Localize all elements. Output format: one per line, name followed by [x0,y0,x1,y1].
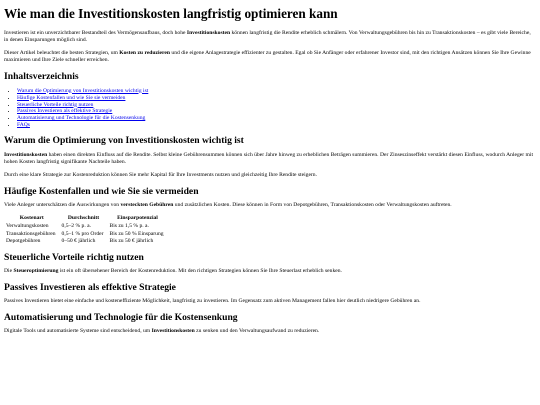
column-header-durchschnitt: Durchschnitt [67,214,100,221]
section-heading-passives-investieren: Passives Investieren als effektive Strategie [4,281,176,293]
section-heading-kostenfallen: Häufige Kostenfallen und wie Sie sie vermeiden [4,185,199,197]
table-row [4,223,168,231]
intro-1-emphasis: Investitionskosten [186,29,231,36]
table-cell: 0,5–1 % pro Order [61,230,104,237]
table-header-row [4,215,168,224]
section-2-paragraph-1 [4,202,534,210]
section-heading-automatisierung: Automatisierung und Technologie für die Kostensenkung [4,311,238,323]
toc-link-warum[interactable]: Warum die Optimierung von Investitionskosten wichtig ist [17,87,149,94]
intro-1-text-a: Investieren ist ein unverzichtbarer Bestandteil des Vermögensaufbaus, doch hohe [4,29,187,36]
section-1-paragraph-2: Durch eine klare Strategie zur Kostenreduktion können Sie mehr Kapital für Ihre Investments nutzen und gleichzeitig Ihre Rendite steigern. [4,172,317,179]
section-5-emphasis: Investitionskosten [151,328,195,335]
cost-table [4,215,168,246]
section-heading-steuerliche-vorteile: Steuerliche Vorteile richtig nutzen [4,251,144,263]
page-title: Wie man die Investitionskosten langfristig optimieren kann [4,6,338,21]
section-3-paragraph-1 [4,268,534,276]
table-cell: Bis zu 1,5 % p. a. [109,223,149,230]
table-cell: Bis zu 50 € jährlich [109,238,154,245]
intro-paragraph-2 [4,50,534,65]
intro-1-text-c: können langfristig die Rendite erheblich schmälern. Von Verwaltungsgebühren bis hin zu Transaktionskosten – es gibt viele Bereiche, in denen Einsparungen möglich sind. [4,29,531,44]
table-of-contents [4,88,534,130]
intro-2-emphasis: Kosten zu reduzieren [119,49,171,56]
section-5-text-a: Digitale Tools und automatisierte Systeme sind entscheidend, um [4,328,152,335]
table-cell: 0–50 € jährlich [61,238,96,245]
toc-link-passives-investieren[interactable]: Passives Investieren als effektive Strategie [17,108,113,115]
toc-item [17,122,534,129]
table-row [4,231,168,239]
toc-heading: Inhaltsverzeichnis [4,71,79,83]
table-cell: Verwaltungskosten [6,223,49,230]
section-4-paragraph-1: Passives Investieren bietet eine einfache und kosteneffiziente Möglichkeit, langfristig zu investieren. Im Gegensatz zum aktiven Management fallen hier deutlich niedrigere Gebühren an. [4,298,421,305]
section-2-emphasis: versteckten Gebühren [120,202,174,209]
section-1-emphasis: Investitionskosten [4,151,48,158]
column-header-einsparpotenzial: Einsparpotenzial [117,214,158,221]
table-cell: Bis zu 50 % Einsparung [109,230,164,237]
table-cell: 0,5–2 % p. a. [61,223,92,230]
section-5-paragraph-1 [4,328,534,336]
toc-link-automatisierung[interactable]: Automatisierung und Technologie für die Kostensenkung [17,115,146,122]
toc-item [17,115,534,122]
toc-item [17,95,534,102]
table-cell: Transaktionsgebühren [6,230,56,237]
toc-item [17,88,534,95]
section-5-text-c: zu senken und den Verwaltungsaufwand zu reduzieren. [194,328,320,335]
section-3-text-a: Die [4,268,14,275]
toc-link-steuerliche-vorteile[interactable]: Steuerliche Vorteile richtig nutzen [17,101,94,108]
section-1-paragraph-1 [4,152,534,167]
intro-paragraph-1 [4,30,534,45]
toc-link-kostenfallen[interactable]: Häufige Kostenfallen und wie Sie sie vermeiden [17,94,126,101]
section-heading-warum: Warum die Optimierung von Investitionskosten wichtig ist [4,135,244,147]
section-2-text-a: Viele Anleger unterschätzen die Auswirkungen von [4,202,121,209]
table-row [4,238,168,246]
section-2-text-c: und zusätzlichen Kosten. Diese können in Form von Depotgebühren, Transaktionskosten oder Verwaltungskosten auftreten. [173,202,452,209]
intro-2-text-a: Dieser Artikel beleuchtet die besten Strategien, um [4,49,120,56]
toc-link-faqs[interactable]: FAQs [17,122,30,129]
table-cell: Depotgebühren [6,238,41,245]
column-header-kostenart: Kostenart [19,214,44,221]
section-3-emphasis: Steueroptimierung [13,268,59,275]
section-1-text: haben einen direkten Einfluss auf die Rendite. Selbst kleine Gebührensummen können sich über Jahre hinweg zu erheblichen Beträgen summieren. Der Zinseszinseffekt verstärkt diesen Einfluss, wodurch Anleger mit hohen Kosten langfristig signifikante Nachteile haben. [4,151,534,166]
section-3-text-c: ist ein oft übersehener Bereich der Kostenreduktion. Mit den richtigen Strategien können Sie Ihre Steuerlast erheblich senken. [58,268,342,275]
intro-2-text-c: und die eigene Anlagestrategie effizienter zu gestalten. Egal ob Sie Anfänger oder erfahrener Investor sind, mit den richtigen Ansätzen können Sie Ihre Gewinne maximieren und Ihre Ziele schneller erreichen. [4,49,531,64]
